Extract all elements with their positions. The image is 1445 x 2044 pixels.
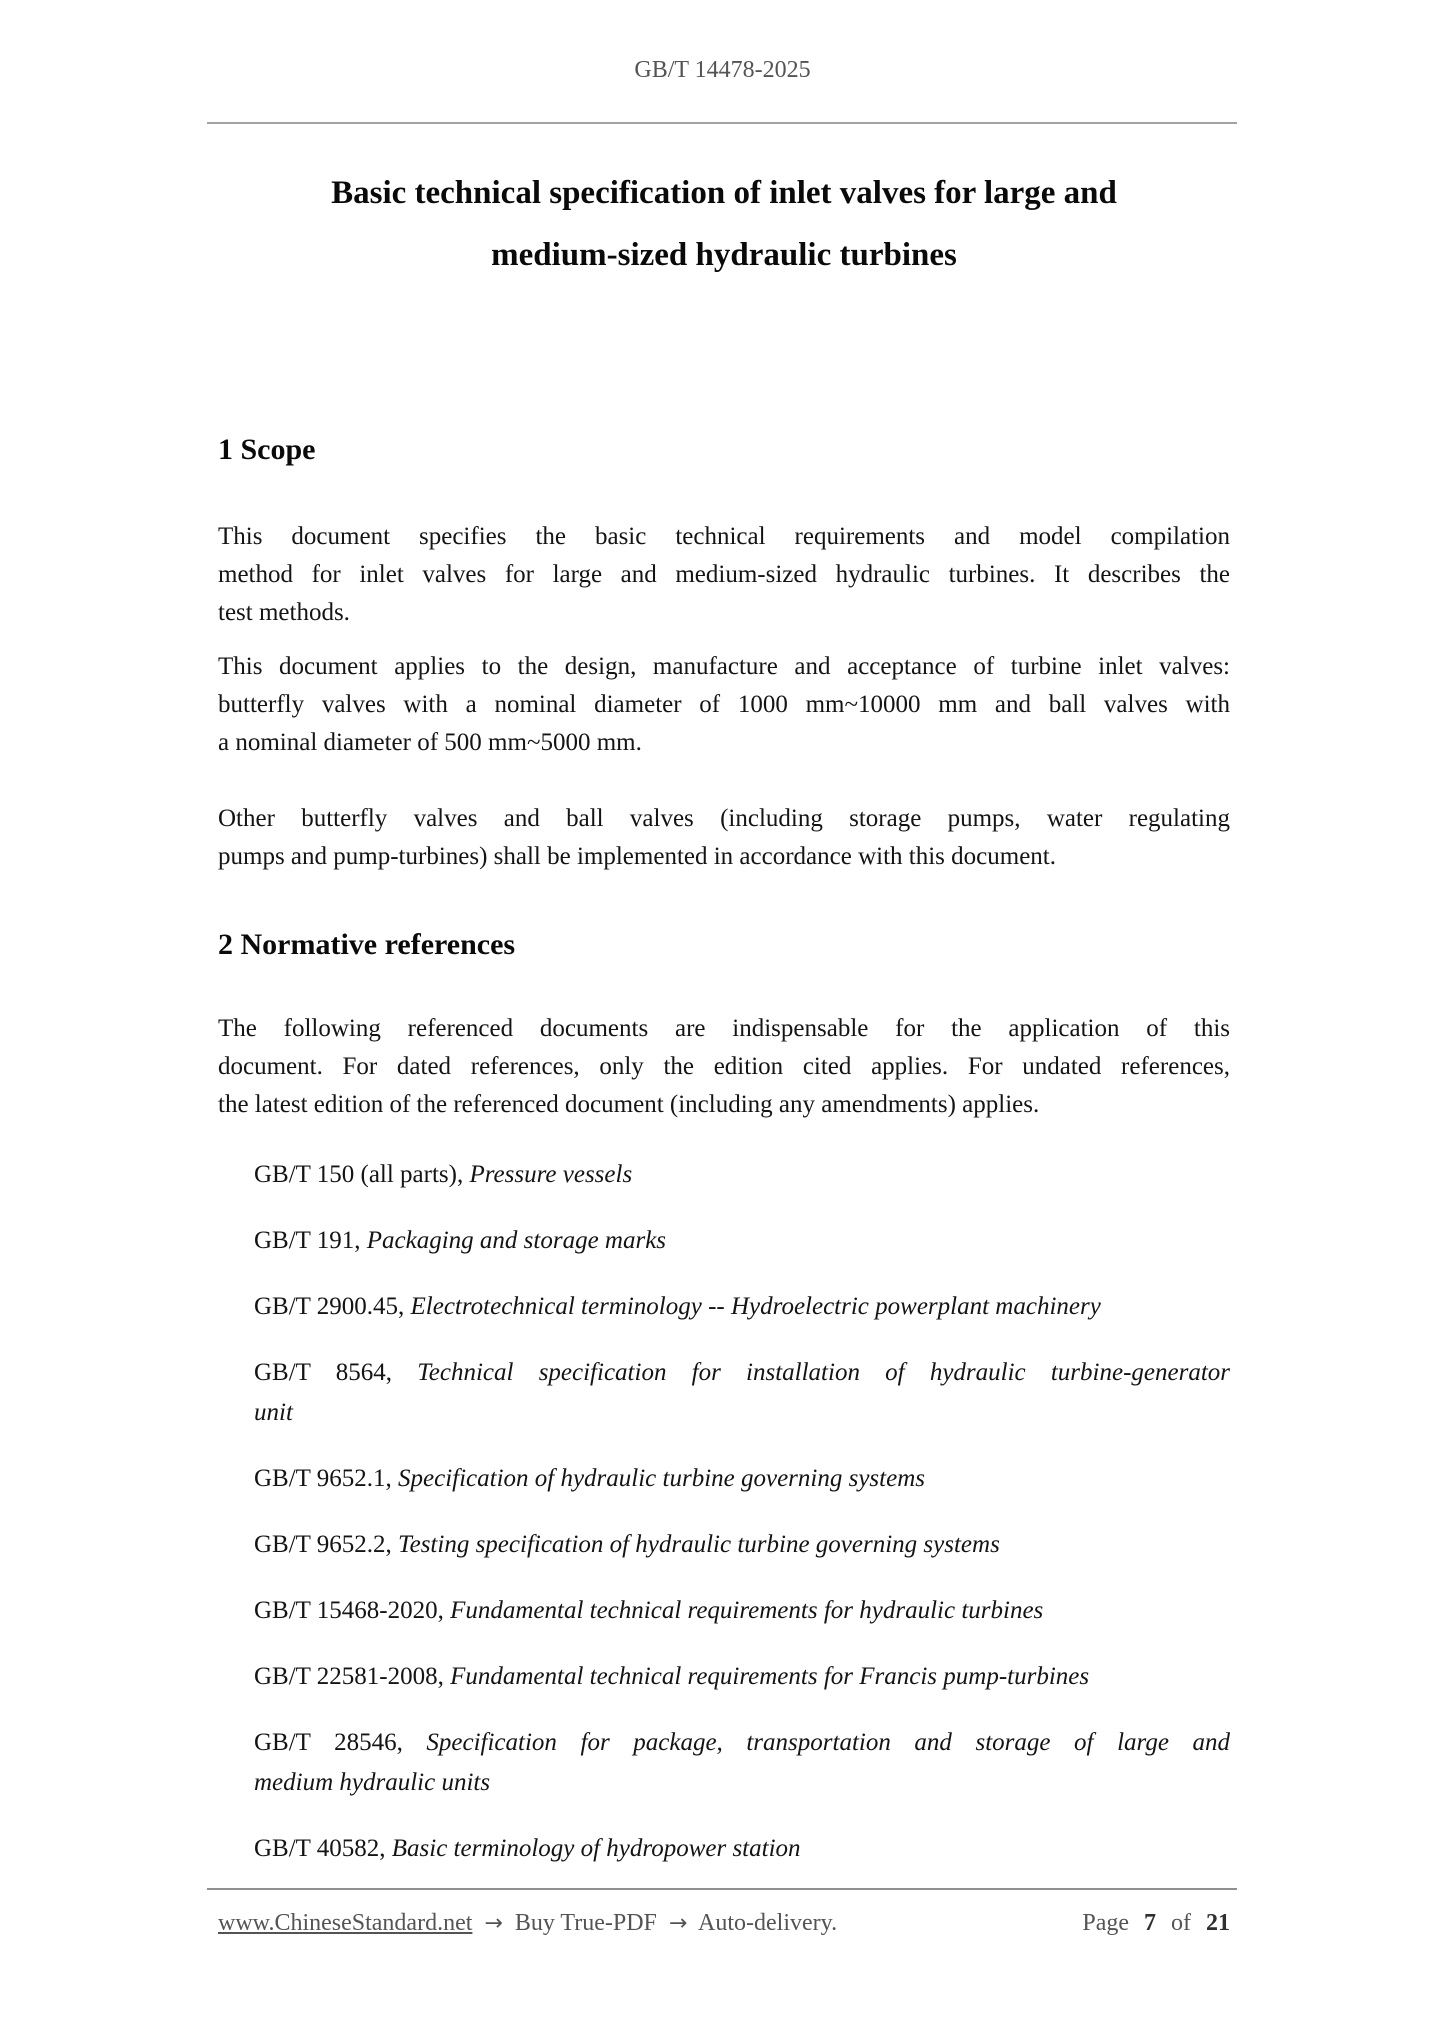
document-title-line-2: medium-sized hydraulic turbines [491,237,957,273]
footer-divider [207,1888,1237,1890]
reference-item [254,1723,1230,1803]
paragraph-line: The following referenced documents are indispensable for the application of this [218,1015,1230,1042]
footer-buy-text: Buy True-PDF [514,1910,657,1936]
scope-paragraph-2 [218,648,1230,762]
reference-title: Electrotechnical terminology -- Hydroelectric powerplant machinery [410,1293,1101,1320]
reference-line [254,1657,1230,1697]
paragraph-line: pumps and pump-turbines) shall be implemented in accordance with this document. [218,843,1056,870]
reference-title-continued: unit [254,1399,293,1426]
page-label: Page [1082,1910,1129,1936]
reference-line [254,1763,1230,1803]
reference-code: GB/T 40582, [254,1835,386,1862]
reference-item [254,1591,1230,1631]
reference-title: Technical specification for installation of hydraulic turbine-generator [417,1359,1230,1386]
total-page-number: 21 [1206,1910,1230,1936]
reference-line [254,1723,1230,1763]
paragraph-line: This document applies to the design, manufacture and acceptance of turbine inlet valves: [218,653,1230,680]
reference-title: Pressure vessels [469,1161,633,1188]
reference-title-continued: medium hydraulic units [254,1769,491,1796]
reference-line [254,1155,1230,1195]
reference-line [254,1829,1230,1869]
reference-title: Packaging and storage marks [366,1227,667,1254]
document-title-line-1: Basic technical specification of inlet valves for large and [331,175,1117,211]
reference-code: GB/T 22581-2008, [254,1663,444,1690]
reference-line [254,1525,1230,1565]
reference-line [254,1221,1230,1261]
reference-item [254,1353,1230,1433]
reference-title: Specification of hydraulic turbine governing systems [398,1465,925,1492]
scope-paragraph-3 [218,800,1230,876]
reference-code: GB/T 15468-2020, [254,1597,444,1624]
paragraph-line: the latest edition of the referenced document (including any amendments) applies. [218,1091,1040,1118]
footer-delivery-text: Auto-delivery. [698,1910,838,1936]
scope-paragraph-1 [218,518,1230,632]
reference-item [254,1221,1230,1261]
reference-code: GB/T 191, [254,1227,361,1254]
reference-title: Fundamental technical requirements for hydraulic turbines [450,1597,1044,1624]
reference-code: GB/T 150 (all parts), [254,1161,464,1188]
footer-page-indicator [1073,1905,1230,1941]
reference-item [254,1459,1230,1499]
reference-title: Specification for package, transportation and storage of large and [426,1729,1230,1756]
footer-left [218,1905,843,1942]
footer-website-link[interactable]: www.ChineseStandard.net [218,1910,473,1936]
reference-line [254,1591,1230,1631]
page-header-doc-number: GB/T 14478-2025 [634,57,811,83]
header-divider [207,122,1237,124]
reference-code: GB/T 8564, [254,1359,392,1386]
reference-line [254,1393,1230,1433]
paragraph-line: test methods. [218,599,350,626]
paragraph-line: This document specifies the basic technical requirements and model compilation [218,523,1230,550]
reference-title: Fundamental technical requirements for Francis pump-turbines [450,1663,1090,1690]
reference-item [254,1657,1230,1697]
right-arrow-icon: → [668,1911,688,1936]
reference-line [254,1459,1230,1499]
reference-line [254,1353,1230,1393]
current-page-number: 7 [1144,1910,1156,1936]
section-heading-normative-references: 2 Normative references [218,928,516,961]
paragraph-line: document. For dated references, only the edition cited applies. For undated references, [218,1053,1230,1080]
normative-intro-paragraph [218,1010,1230,1124]
reference-title: Basic terminology of hydropower station [391,1835,801,1862]
right-arrow-icon: → [484,1911,503,1936]
normative-reference-list [254,1155,1230,1895]
of-label: of [1171,1910,1191,1936]
section-heading-scope: 1 Scope [218,433,316,466]
document-title [218,162,1230,286]
reference-code: GB/T 9652.1, [254,1465,392,1492]
page-footer [218,1905,1230,1942]
reference-title: Testing specification of hydraulic turbine governing systems [398,1531,1000,1558]
reference-code: GB/T 9652.2, [254,1531,392,1558]
reference-code: GB/T 2900.45, [254,1293,405,1320]
reference-item [254,1525,1230,1565]
reference-item [254,1829,1230,1869]
paragraph-line: butterfly valves with a nominal diameter of 1000 mm~10000 mm and ball valves with [218,691,1230,718]
paragraph-line: a nominal diameter of 500 mm~5000 mm. [218,729,642,756]
paragraph-line: method for inlet valves for large and medium-sized hydraulic turbines. It describes the [218,561,1230,588]
reference-code: GB/T 28546, [254,1729,403,1756]
reference-line [254,1287,1230,1327]
reference-item [254,1155,1230,1195]
paragraph-line: Other butterfly valves and ball valves (including storage pumps, water regulating [218,805,1230,832]
reference-item [254,1287,1230,1327]
